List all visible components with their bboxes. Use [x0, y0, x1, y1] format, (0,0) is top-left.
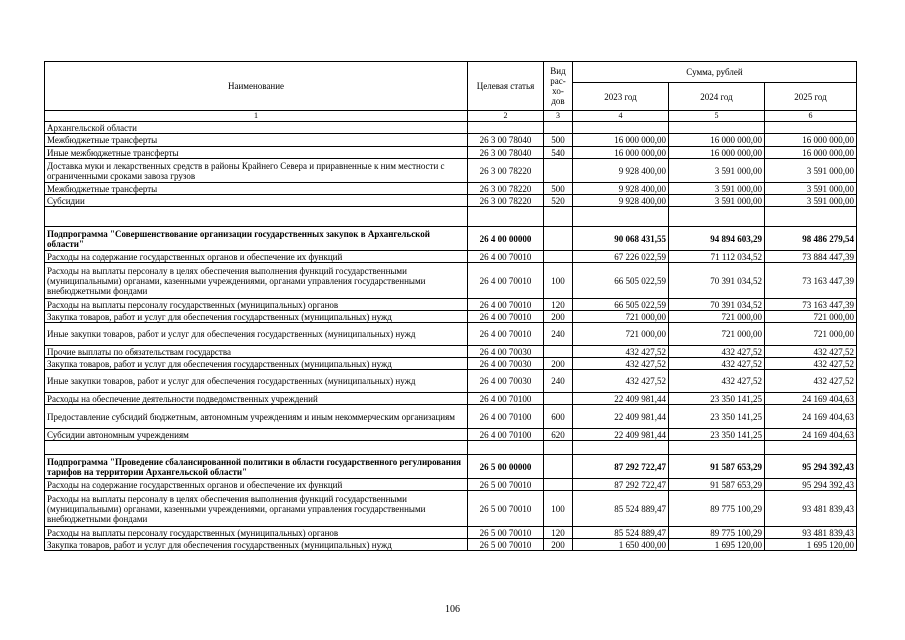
row-amount-2024: 89 775 100,29	[669, 491, 765, 527]
row-expense-kind	[544, 159, 573, 183]
row-amount-2024: 23 350 141,25	[669, 393, 765, 405]
row-amount-2023: 9 928 400,00	[573, 159, 669, 183]
table-row	[45, 311, 857, 323]
row-expense-kind	[544, 441, 573, 455]
row-name: Иные закупки товаров, работ и услуг для обеспечения государственных (муниципальных) нужд	[45, 370, 468, 393]
row-amount-2025: 95 294 392,43	[765, 455, 857, 479]
row-target-code: 26 5 00 70010	[468, 539, 544, 551]
row-name: Расходы на содержание государственных органов и обеспечение их функций	[45, 479, 468, 491]
row-amount-2024: 23 350 141,25	[669, 405, 765, 429]
row-amount-2024: 16 000 000,00	[669, 134, 765, 147]
table-row	[45, 183, 857, 195]
header-2025: 2025 год	[765, 83, 857, 111]
row-amount-2023: 22 409 981,44	[573, 405, 669, 429]
table-row	[45, 429, 857, 441]
row-amount-2025: 3 591 000,00	[765, 195, 857, 207]
row-expense-kind: 520	[544, 195, 573, 207]
row-expense-kind: 240	[544, 370, 573, 393]
row-amount-2024	[669, 441, 765, 455]
row-amount-2023: 432 427,52	[573, 370, 669, 393]
row-amount-2025: 73 163 447,39	[765, 263, 857, 299]
row-amount-2025: 98 486 279,54	[765, 227, 857, 251]
row-amount-2024: 3 591 000,00	[669, 183, 765, 195]
row-name: Расходы на выплаты персоналу в целях обеспечения выполнения функций государственными (муниципальными) органами, казенными учреждениями, органами управления государственными внебюджетными фондами	[45, 491, 468, 527]
row-expense-kind: 200	[544, 311, 573, 323]
col-number-3: 3	[544, 111, 573, 122]
row-expense-kind	[544, 251, 573, 263]
row-target-code: 26 3 00 78040	[468, 147, 544, 159]
row-amount-2024: 71 112 034,52	[669, 251, 765, 263]
row-amount-2023: 9 928 400,00	[573, 195, 669, 207]
row-expense-kind	[544, 393, 573, 405]
table-row	[45, 405, 857, 429]
row-amount-2024: 432 427,52	[669, 370, 765, 393]
row-amount-2025: 24 169 404,63	[765, 393, 857, 405]
row-name: Расходы на выплаты персоналу государственных (муниципальных) органов	[45, 299, 468, 311]
row-expense-kind: 100	[544, 491, 573, 527]
row-target-code: 26 4 00 70100	[468, 429, 544, 441]
row-target-code	[468, 441, 544, 455]
row-amount-2024: 70 391 034,52	[669, 299, 765, 311]
row-target-code: 26 4 00 70010	[468, 263, 544, 299]
row-amount-2024: 432 427,52	[669, 346, 765, 358]
row-amount-2025: 432 427,52	[765, 346, 857, 358]
row-expense-kind: 500	[544, 183, 573, 195]
table-row	[45, 479, 857, 491]
row-expense-kind: 540	[544, 147, 573, 159]
row-amount-2023: 16 000 000,00	[573, 147, 669, 159]
row-amount-2023: 1 650 400,00	[573, 539, 669, 551]
row-expense-kind: 120	[544, 527, 573, 539]
col-number-5: 5	[669, 111, 765, 122]
row-expense-kind: 100	[544, 263, 573, 299]
table-row	[45, 346, 857, 358]
row-name: Расходы на выплаты персоналу государственных (муниципальных) органов	[45, 527, 468, 539]
row-amount-2024: 94 894 603,29	[669, 227, 765, 251]
row-target-code: 26 4 00 70010	[468, 251, 544, 263]
table-row	[45, 358, 857, 370]
row-target-code: 26 3 00 78220	[468, 183, 544, 195]
row-expense-kind: 240	[544, 323, 573, 346]
row-amount-2025: 73 884 447,39	[765, 251, 857, 263]
row-amount-2025: 721 000,00	[765, 311, 857, 323]
table-row	[45, 441, 857, 455]
row-name: Доставка муки и лекарственных средств в районы Крайнего Севера и приравненные к ним местности с ограниченными сроками завоза грузов	[45, 159, 468, 183]
col-number-4: 4	[573, 111, 669, 122]
table-row	[45, 527, 857, 539]
table-row	[45, 299, 857, 311]
row-amount-2023: 432 427,52	[573, 346, 669, 358]
col-number-2: 2	[468, 111, 544, 122]
row-amount-2025	[765, 441, 857, 455]
row-amount-2025: 721 000,00	[765, 323, 857, 346]
row-amount-2023: 721 000,00	[573, 323, 669, 346]
row-amount-2025: 3 591 000,00	[765, 183, 857, 195]
row-amount-2023: 9 928 400,00	[573, 183, 669, 195]
row-amount-2023: 87 292 722,47	[573, 455, 669, 479]
row-name: Иные закупки товаров, работ и услуг для обеспечения государственных (муниципальных) нужд	[45, 323, 468, 346]
row-amount-2025: 95 294 392,43	[765, 479, 857, 491]
row-expense-kind	[544, 455, 573, 479]
row-amount-2025: 432 427,52	[765, 370, 857, 393]
row-amount-2024: 3 591 000,00	[669, 159, 765, 183]
page-number: 106	[445, 604, 460, 615]
row-name: Субсидии	[45, 195, 468, 207]
row-name: Субсидии автономным учреждениям	[45, 429, 468, 441]
row-name: Межбюджетные трансферты	[45, 183, 468, 195]
row-amount-2025: 432 427,52	[765, 358, 857, 370]
row-name: Межбюджетные трансферты	[45, 134, 468, 147]
row-target-code: 26 5 00 00000	[468, 455, 544, 479]
header-target: Целевая статья	[468, 62, 544, 111]
row-target-code: 26 4 00 70030	[468, 358, 544, 370]
row-target-code: 26 4 00 70030	[468, 370, 544, 393]
row-amount-2025: 93 481 839,43	[765, 491, 857, 527]
row-target-code: 26 3 00 78220	[468, 159, 544, 183]
header-2023: 2023 год	[573, 83, 669, 111]
row-amount-2025: 93 481 839,43	[765, 527, 857, 539]
table-row	[45, 455, 857, 479]
row-target-code	[468, 207, 544, 227]
row-name: Прочие выплаты по обязательствам государства	[45, 346, 468, 358]
row-target-code: 26 4 00 70010	[468, 323, 544, 346]
row-amount-2023: 16 000 000,00	[573, 134, 669, 147]
table-row	[45, 207, 857, 227]
row-target-code: 26 4 00 70010	[468, 299, 544, 311]
table-row	[45, 263, 857, 299]
row-amount-2025	[765, 207, 857, 227]
table-row	[45, 539, 857, 551]
row-target-code: 26 5 00 70010	[468, 491, 544, 527]
table-row	[45, 147, 857, 159]
row-name: Расходы на обеспечение деятельности подведомственных учреждений	[45, 393, 468, 405]
row-expense-kind	[544, 346, 573, 358]
row-amount-2024: 23 350 141,25	[669, 429, 765, 441]
row-name: Архангельской области	[45, 122, 468, 134]
row-expense-kind: 200	[544, 539, 573, 551]
table-row	[45, 323, 857, 346]
row-amount-2025: 16 000 000,00	[765, 147, 857, 159]
row-expense-kind: 200	[544, 358, 573, 370]
row-amount-2023	[573, 441, 669, 455]
row-amount-2023: 66 505 022,59	[573, 299, 669, 311]
row-amount-2024: 91 587 653,29	[669, 479, 765, 491]
row-amount-2025	[765, 122, 857, 134]
row-expense-kind	[544, 479, 573, 491]
row-amount-2024: 3 591 000,00	[669, 195, 765, 207]
table-row	[45, 491, 857, 527]
row-expense-kind: 500	[544, 134, 573, 147]
row-expense-kind	[544, 207, 573, 227]
row-amount-2023: 85 524 889,47	[573, 527, 669, 539]
row-target-code: 26 3 00 78040	[468, 134, 544, 147]
row-target-code	[468, 122, 544, 134]
row-name: Расходы на выплаты персоналу в целях обеспечения выполнения функций государственными (муниципальными) органами, казенными учреждениями, органами управления государственными внебюджетными фондами	[45, 263, 468, 299]
table-row	[45, 195, 857, 207]
row-amount-2023: 432 427,52	[573, 358, 669, 370]
table-row	[45, 159, 857, 183]
row-amount-2024	[669, 122, 765, 134]
row-amount-2025: 73 163 447,39	[765, 299, 857, 311]
row-amount-2023: 90 068 431,55	[573, 227, 669, 251]
table-row	[45, 370, 857, 393]
row-amount-2024: 1 695 120,00	[669, 539, 765, 551]
row-amount-2025: 16 000 000,00	[765, 134, 857, 147]
header-2024: 2024 год	[669, 83, 765, 111]
row-amount-2023: 22 409 981,44	[573, 429, 669, 441]
row-amount-2023: 22 409 981,44	[573, 393, 669, 405]
row-target-code: 26 4 00 00000	[468, 227, 544, 251]
row-amount-2025: 1 695 120,00	[765, 539, 857, 551]
row-amount-2023: 721 000,00	[573, 311, 669, 323]
row-amount-2025: 3 591 000,00	[765, 159, 857, 183]
row-amount-2024: 70 391 034,52	[669, 263, 765, 299]
table-body	[45, 122, 857, 551]
row-amount-2024: 721 000,00	[669, 311, 765, 323]
row-name: Предоставление субсидий бюджетным, автономным учреждениям и иным некоммерческим организациям	[45, 405, 468, 429]
row-name	[45, 207, 468, 227]
row-amount-2023: 85 524 889,47	[573, 491, 669, 527]
table-row	[45, 251, 857, 263]
row-target-code: 26 5 00 70010	[468, 479, 544, 491]
row-target-code: 26 3 00 78220	[468, 195, 544, 207]
header-kind: Вид рас-хо-дов	[544, 62, 573, 111]
row-target-code: 26 4 00 70100	[468, 405, 544, 429]
row-target-code: 26 5 00 70010	[468, 527, 544, 539]
row-name: Иные межбюджетные трансферты	[45, 147, 468, 159]
budget-table	[44, 61, 857, 551]
row-expense-kind	[544, 227, 573, 251]
row-amount-2024: 89 775 100,29	[669, 527, 765, 539]
row-amount-2023: 66 505 022,59	[573, 263, 669, 299]
row-amount-2023: 67 226 022,59	[573, 251, 669, 263]
row-name: Закупка товаров, работ и услуг для обеспечения государственных (муниципальных) нужд	[45, 358, 468, 370]
row-expense-kind: 120	[544, 299, 573, 311]
row-amount-2023	[573, 122, 669, 134]
table-row	[45, 134, 857, 147]
row-expense-kind	[544, 122, 573, 134]
table-row	[45, 227, 857, 251]
row-amount-2024: 91 587 653,29	[669, 455, 765, 479]
row-amount-2024	[669, 207, 765, 227]
row-name: Расходы на содержание государственных органов и обеспечение их функций	[45, 251, 468, 263]
row-name: Подпрограмма "Проведение сбалансированной политики в области государственного регулирования тарифов на территории Архангельской области"	[45, 455, 468, 479]
header-name: Наименование	[45, 62, 468, 111]
row-target-code: 26 4 00 70100	[468, 393, 544, 405]
row-amount-2024: 16 000 000,00	[669, 147, 765, 159]
row-amount-2025: 24 169 404,63	[765, 429, 857, 441]
row-amount-2024: 432 427,52	[669, 358, 765, 370]
row-name: Закупка товаров, работ и услуг для обеспечения государственных (муниципальных) нужд	[45, 539, 468, 551]
row-target-code: 26 4 00 70030	[468, 346, 544, 358]
row-amount-2024: 721 000,00	[669, 323, 765, 346]
row-target-code: 26 4 00 70010	[468, 311, 544, 323]
row-name: Подпрограмма "Совершенствование организации государственных закупок в Архангельской области"	[45, 227, 468, 251]
row-amount-2023	[573, 207, 669, 227]
table-row	[45, 122, 857, 134]
table-row	[45, 393, 857, 405]
row-amount-2023: 87 292 722,47	[573, 479, 669, 491]
header-sum: Сумма, рублей	[573, 62, 857, 83]
row-name: Закупка товаров, работ и услуг для обеспечения государственных (муниципальных) нужд	[45, 311, 468, 323]
table-header	[45, 62, 857, 122]
col-number-1: 1	[45, 111, 468, 122]
row-amount-2025: 24 169 404,63	[765, 405, 857, 429]
row-name	[45, 441, 468, 455]
col-number-6: 6	[765, 111, 857, 122]
row-expense-kind: 600	[544, 405, 573, 429]
row-expense-kind: 620	[544, 429, 573, 441]
